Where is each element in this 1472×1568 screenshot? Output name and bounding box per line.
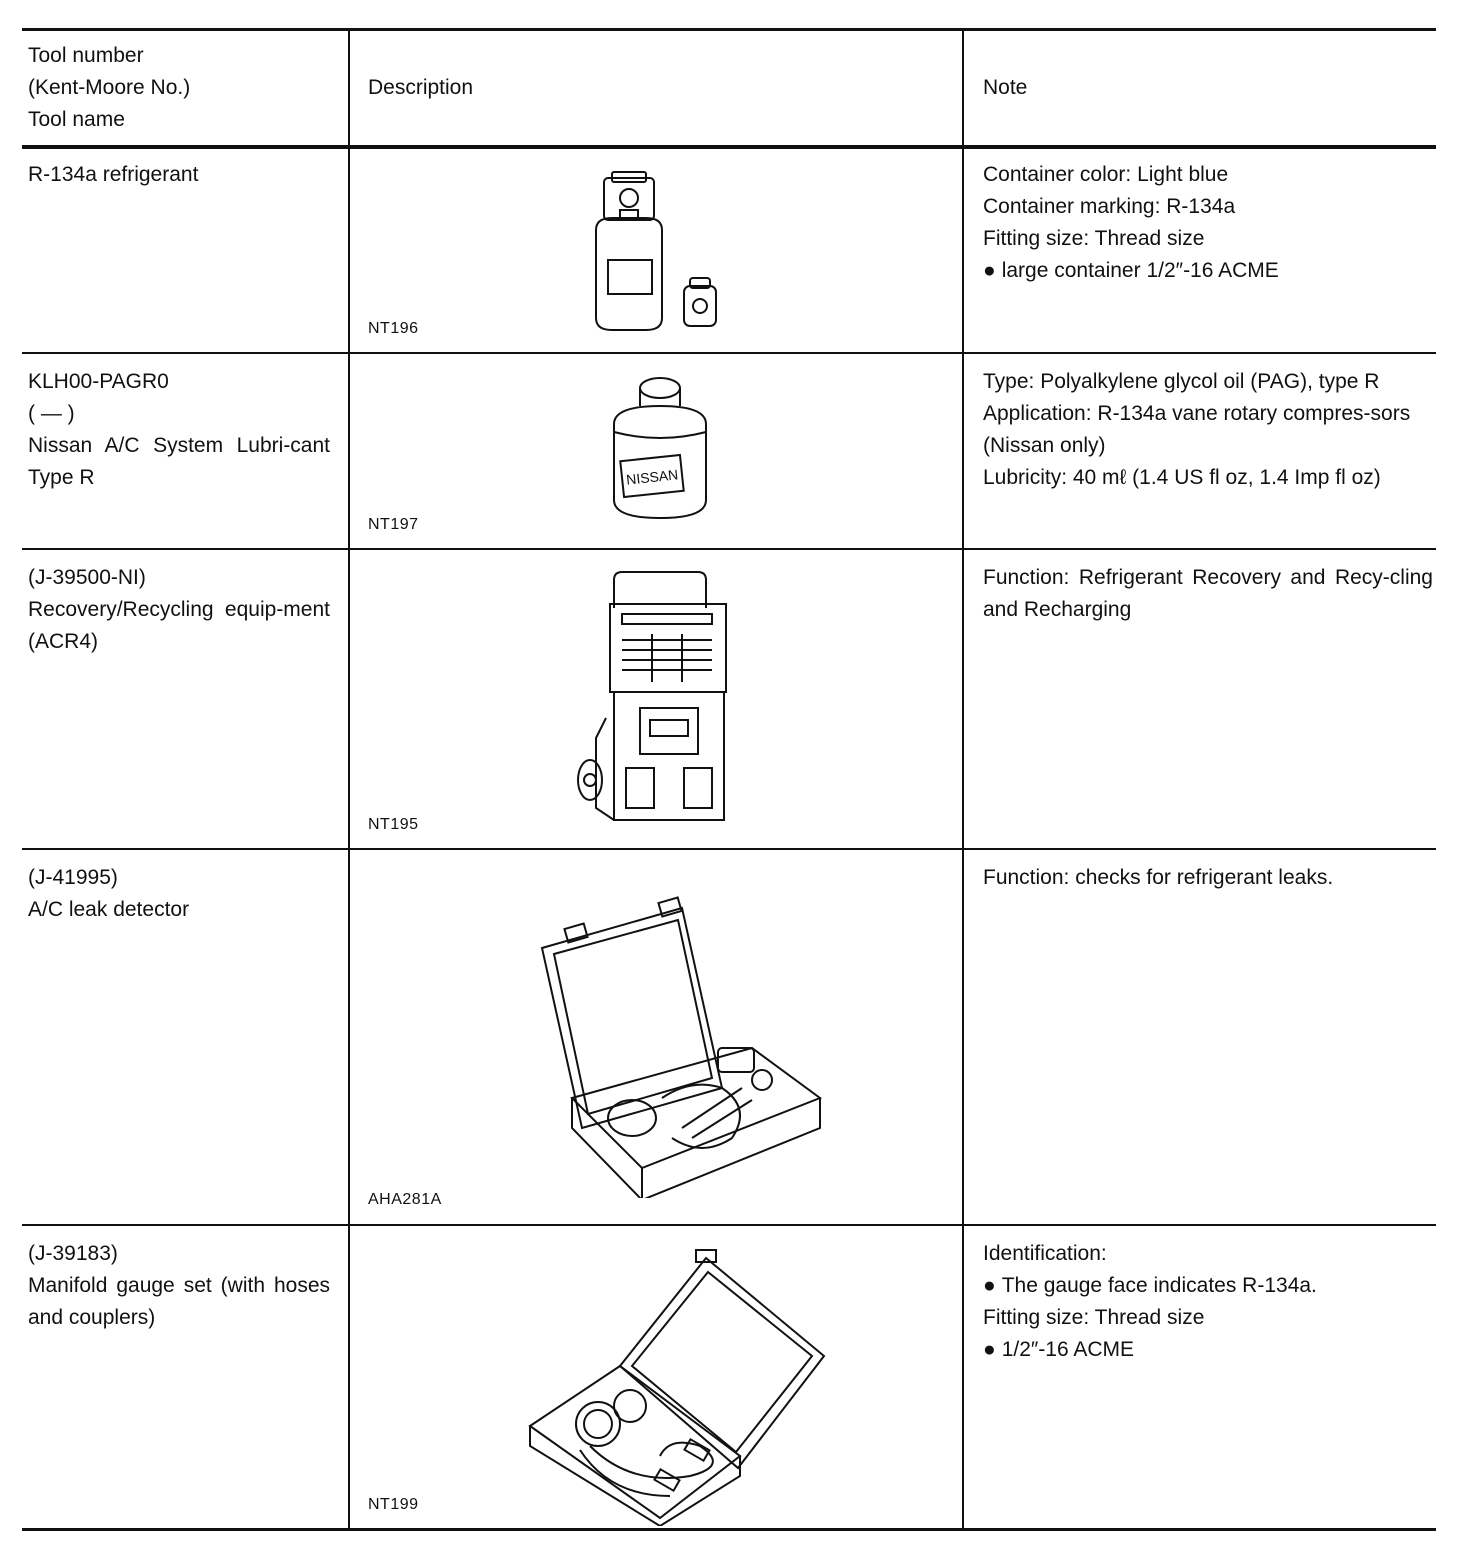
note-cell: Function: checks for refrigerant leaks.	[983, 866, 1334, 889]
row-rule	[22, 352, 1436, 354]
can-label-text: NISSAN	[625, 466, 679, 488]
note-cell: Type: Polyalkylene glycol oil (PAG), type R Application: R-134a vane rotary compres-sors (Nissan only) Lubricity: 40 mℓ (1.4 US fl oz, 1.4 Imp fl oz)	[983, 370, 1411, 489]
header-description: Description	[368, 76, 474, 99]
bullet-item: ● 1/2″-16 ACME	[983, 1334, 1433, 1366]
header-tool-number: Tool number (Kent-Moore No.) Tool name	[28, 44, 191, 131]
illustration-code: NT199	[368, 1496, 419, 1513]
bullet-item: ● The gauge face indicates R-134a.	[983, 1270, 1433, 1302]
leak-detector-case-illustration	[522, 878, 822, 1198]
note-cell: Function: Refrigerant Recovery and Recy-cling and Recharging	[983, 566, 1433, 621]
illustration-code: AHA281A	[368, 1191, 442, 1208]
row-rule	[22, 548, 1436, 550]
note-cell: Container color: Light blue Container marking: R-134a Fitting size: Thread size ● large container 1/2″-16 ACME	[983, 159, 1433, 287]
tool-name-cell: (J-41995) A/C leak detector	[28, 866, 190, 921]
lubricant-can-illustration	[600, 372, 720, 532]
row-rule	[22, 1224, 1436, 1226]
tool-name-cell: (J-39183) Manifold gauge set (with hoses and couplers)	[28, 1242, 330, 1329]
tool-name-cell: R-134a refrigerant	[28, 163, 199, 186]
illustration-code: NT196	[368, 320, 419, 337]
column-divider	[348, 28, 350, 1531]
tool-name-cell: KLH00-PAGR0 ( — ) Nissan A/C System Lubri-cant Type R	[28, 370, 330, 489]
table-bottom-rule	[22, 1528, 1436, 1531]
tool-name-cell: (J-39500-NI) Recovery/Recycling equip-ment (ACR4)	[28, 566, 330, 653]
illustration-code: NT197	[368, 516, 419, 533]
note-cell: Identification: ● The gauge face indicates R-134a. Fitting size: Thread size ● 1/2″-16 ACME	[983, 1238, 1433, 1366]
column-divider	[962, 28, 964, 1531]
header-note: Note	[983, 76, 1028, 99]
header-rule	[22, 145, 1436, 149]
refrigerant-cylinder-illustration	[582, 168, 742, 338]
illustration-code: NT195	[368, 816, 419, 833]
bullet-item: ● large container 1/2″-16 ACME	[983, 255, 1433, 287]
row-rule	[22, 848, 1436, 850]
table-top-rule	[22, 28, 1436, 31]
recovery-machine-illustration	[566, 568, 766, 838]
manifold-gauge-case-illustration	[510, 1246, 830, 1526]
